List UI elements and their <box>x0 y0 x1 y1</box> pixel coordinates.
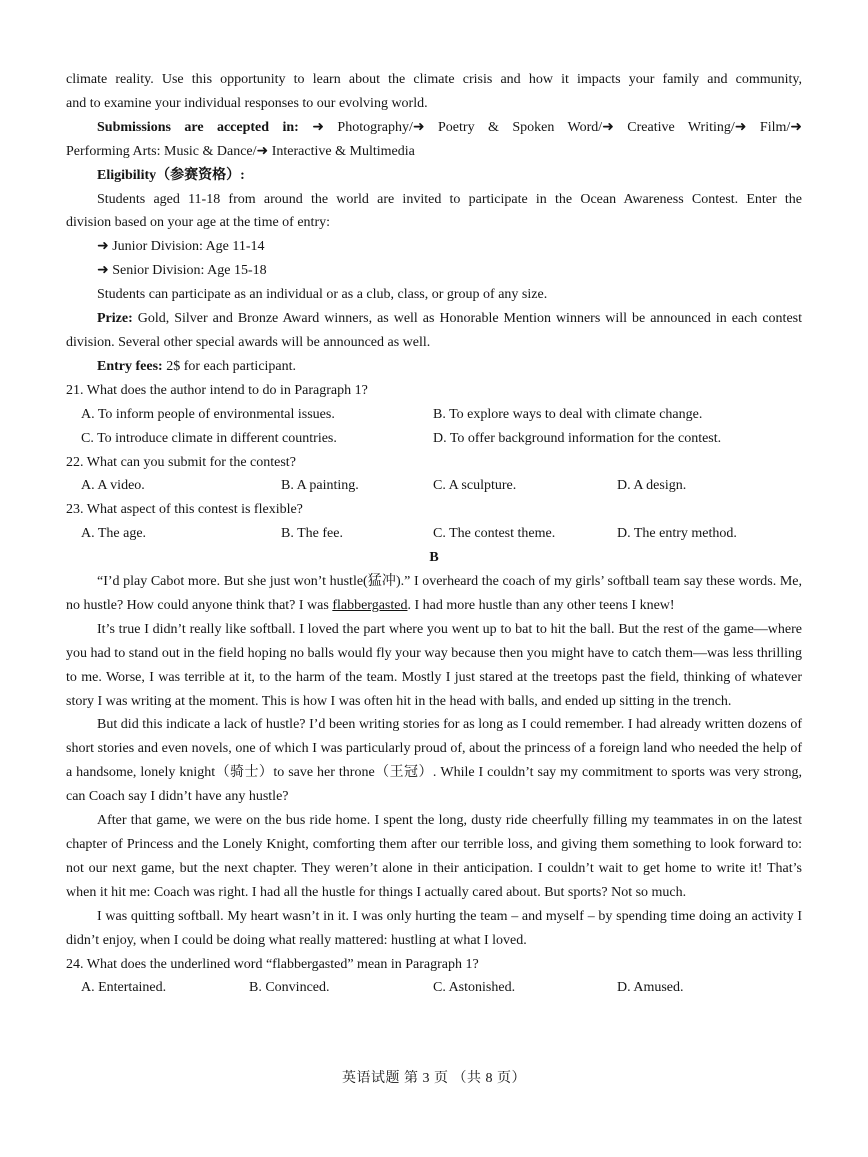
prize-label: Prize: <box>97 311 133 327</box>
underlined-word: flabbergasted <box>332 597 408 613</box>
question-23-options <box>66 522 802 546</box>
question-22-options <box>66 474 802 498</box>
q22-option-d: D. A design. <box>617 478 687 494</box>
q23-option-b: B. The fee. <box>281 526 343 542</box>
q24-option-b: B. Convinced. <box>249 980 330 996</box>
passage-b-paragraph-2: It’s true I didn’t really like softball. I loved the part where you went up to bat to hit the ball. But the rest of the game—where you had to stand out in the field hoping no balls would fly your way because then you might have to catch them—was less thrilling to me. Worse, I was terrible at it, to the harm of the team. Mostly I just stared at the treetops past the field, thinking of whatever story I was writing at the moment. This is how I was often hit in the head with balls, and ended up sitting in the trench. <box>66 621 802 709</box>
q21-option-b: B. To explore ways to deal with climate change. <box>433 406 703 422</box>
q23-option-a: A. The age. <box>81 526 147 542</box>
entry-fees-text: 2$ for each participant. <box>166 358 297 374</box>
entry-fees-label: Entry fees: <box>97 358 163 374</box>
junior-division: ➜ Junior Division: Age 11-14 <box>97 239 265 255</box>
senior-division: ➜ Senior Division: Age 15-18 <box>97 263 267 279</box>
q22-option-a: A. A video. <box>81 478 145 494</box>
intro-line-1: climate reality. Use this opportunity to learn about the climate crisis and how it impacts your family and community, <box>66 72 802 87</box>
submissions-text-1: ➜ Photography/➜ Poetry & Spoken Word/➜ Creative Writing/➜ Film/➜ <box>312 119 802 135</box>
question-22-stem: 22. What can you submit for the contest? <box>66 454 296 470</box>
q23-option-d: D. The entry method. <box>617 526 737 542</box>
submissions-label: Submissions are accepted in: <box>97 119 299 135</box>
submissions-line-1 <box>66 116 802 140</box>
question-24-options <box>66 976 802 1000</box>
eligibility-line-1: Students aged 11-18 from around the world are invited to participate in the Ocean Awareness Contest. Enter the <box>97 191 802 207</box>
prize-paragraph <box>66 307 802 355</box>
eligibility-label: Eligibility（参赛资格）: <box>97 167 245 183</box>
passage-b-paragraph-1 <box>66 570 802 618</box>
q21-option-a: A. To inform people of environmental issues. <box>81 406 335 422</box>
question-21-stem: 21. What does the author intend to do in Paragraph 1? <box>66 382 368 398</box>
prize-text: Gold, Silver and Bronze Award winners, as well as Honorable Mention winners will be announced in each contest division. Several other special awards will be announced as well. <box>66 311 802 350</box>
q21-option-c: C. To introduce climate in different countries. <box>81 430 337 446</box>
eligibility-heading <box>66 164 802 188</box>
question-24-stem: 24. What does the underlined word “flabbergasted” mean in Paragraph 1? <box>66 956 479 972</box>
passage-b-paragraph-5: I was quitting softball. My heart wasn’t in it. I was only hurting the team – and myself – by spending time doing an activity I didn’t enjoy, when I could be doing what really mattered: hustling at what I loved. <box>66 908 802 948</box>
q22-option-b: B. A painting. <box>281 478 359 494</box>
participation-note: Students can participate as an individual or as a club, class, or group of any size. <box>97 287 548 303</box>
eligibility-line-2: division based on your age at the time of entry: <box>66 215 330 231</box>
question-21-options-row-1 <box>66 403 802 427</box>
p1-text-b: . I had more hustle than any other teens I knew! <box>407 597 675 613</box>
passage-b-paragraph-4: After that game, we were on the bus ride home. I spent the long, dusty ride cheerfully filling my teammates in on the latest chapter of Princess and the Lonely Knight, comforting them after our terrible loss, and giving them something to look forward to: not our next game, but the next chapter. They weren’t alone in their anticipation. I couldn’t wait to get home to write it! That’s when it hit me: Coach was right. I had all the hustle for things I actually cared about. But sports? Not so much. <box>66 813 802 900</box>
entry-fees <box>66 355 802 379</box>
passage-b-paragraph-3: But did this indicate a lack of hustle? I’d been writing stories for as long as I could remember. I had already written dozens of short stories and even novels, one of which I was particularly proud of, about the princess of a foreign land who needed the help of a handsome, lonely knight（骑士）to save her throne（王冠）. While I couldn’t say my commitment to sports was very strong, can Coach say I didn’t have any hustle? <box>66 717 802 805</box>
submissions-line-2: Performing Arts: Music & Dance/➜ Interactive & Multimedia <box>66 143 415 159</box>
page-footer: 英语试题 第 3 页 （共 8 页） <box>342 1071 526 1086</box>
q23-option-c: C. The contest theme. <box>433 526 556 542</box>
intro-line-2: and to examine your individual responses to our evolving world. <box>66 95 428 111</box>
q22-option-c: C. A sculpture. <box>433 478 517 494</box>
p1-text-a: “I’d play Cabot more. But she just won’t hustle(猛冲).” I overheard the coach of my girls’ softball team say these words. Me, no hustle? How could anyone think that? I was <box>66 574 802 613</box>
section-b-heading: B <box>429 550 439 566</box>
question-23-stem: 23. What aspect of this contest is flexible? <box>66 502 303 518</box>
page-content <box>66 68 802 1000</box>
q24-option-a: A. Entertained. <box>81 980 167 996</box>
q21-option-d: D. To offer background information for the contest. <box>433 430 722 446</box>
q24-option-c: C. Astonished. <box>433 980 516 996</box>
q24-option-d: D. Amused. <box>617 980 684 996</box>
question-21-options-row-2 <box>66 427 802 451</box>
